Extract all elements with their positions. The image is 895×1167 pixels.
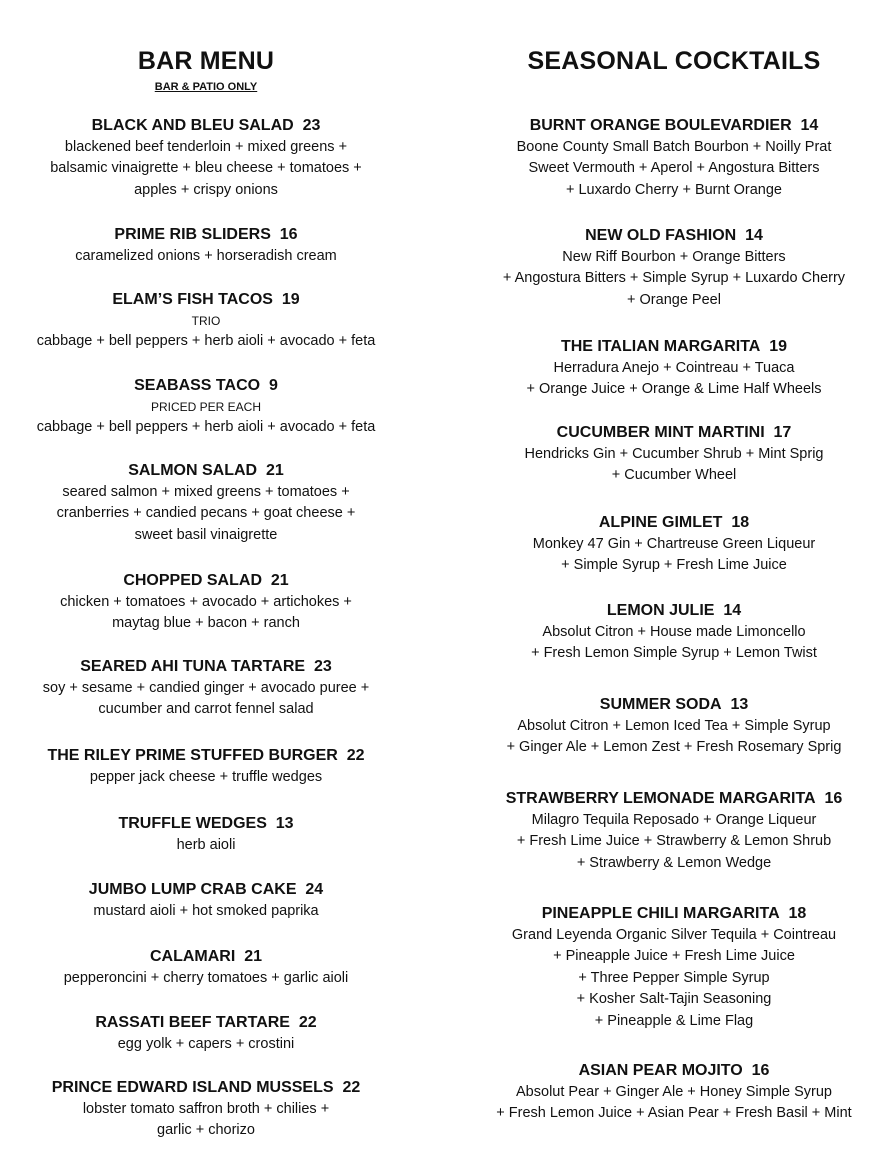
description-line: seared salmon + mixed greens + tomatoes +	[62, 483, 350, 500]
menu-item	[0, 570, 412, 635]
menu-item	[468, 903, 880, 1032]
menu-item-name	[0, 813, 412, 835]
description-line: apples + crispy onions	[134, 181, 278, 198]
description-line: + Pineapple Juice + Fresh Lime Juice	[553, 948, 795, 964]
menu-item	[0, 224, 412, 267]
item-name-text: PINEAPPLE CHILI MARGARITA	[541, 905, 780, 922]
menu-item-description	[0, 1034, 412, 1056]
menu-item	[468, 336, 880, 401]
menu-item-name	[0, 570, 412, 592]
menu-item-description	[468, 925, 880, 1033]
description-line: + Orange Peel	[627, 291, 721, 308]
description-line: Absolut Citron + Lemon Iced Tea + Simple Syrup	[517, 717, 831, 734]
description-line: balsamic vinaigrette + bleu cheese + tomatoes +	[50, 160, 362, 176]
item-price: 23	[313, 658, 332, 675]
item-name-text: STRAWBERRY LEMONADE MARGARITA	[505, 790, 816, 807]
menu-item-description	[468, 534, 880, 577]
bar-menu-subtitle: BAR & PATIO ONLY	[154, 81, 258, 93]
menu-item-description	[0, 331, 412, 353]
item-price: 22	[342, 1079, 361, 1096]
menu-item-description	[468, 622, 880, 665]
menu-item-description	[0, 901, 412, 923]
menu-item-name	[0, 745, 412, 767]
description-line: Milagro Tequila Reposado + Orange Liqueur	[531, 811, 817, 828]
item-name-text: SEABASS TACO	[134, 377, 261, 394]
item-name-text: ASIAN PEAR MOJITO	[578, 1062, 743, 1079]
menu-item-description	[0, 482, 412, 547]
item-price: 17	[773, 424, 792, 441]
menu-item-name	[0, 289, 412, 311]
item-price: 18	[731, 514, 750, 531]
menu-item-name	[468, 225, 880, 247]
menu-item-name	[0, 115, 412, 137]
menu-item	[468, 1060, 880, 1125]
item-name-text: RASSATI BEEF TARTARE	[95, 1014, 290, 1031]
description-line: blackened beef tenderloin + mixed greens +	[64, 138, 348, 155]
menu-item-description	[0, 835, 412, 857]
menu-item-name	[468, 600, 880, 622]
menu-item	[468, 115, 880, 201]
item-price: 16	[279, 226, 298, 243]
menu-item-description	[468, 137, 880, 202]
description-line: + Kosher Salt-Tajin Seasoning	[576, 991, 772, 1007]
menu-item-description	[0, 592, 412, 635]
description-line: Absolut Pear + Ginger Ale + Honey Simple Syrup	[516, 1083, 832, 1100]
description-line: Grand Leyenda Organic Silver Tequila + Cointreau	[511, 926, 837, 943]
item-name-text: BURNT ORANGE BOULEVARDIER	[529, 117, 792, 134]
menu-item-name	[0, 946, 412, 968]
description-line: sweet basil vinaigrette	[134, 526, 278, 543]
menu-item-name	[0, 1077, 412, 1099]
description-line: lobster tomato saffron broth + chilies +	[82, 1100, 330, 1117]
description-line: Absolut Citron + House made Limoncello	[542, 623, 806, 640]
menu-item	[0, 115, 412, 201]
menu-item-name	[0, 224, 412, 246]
item-name-text: THE RILEY PRIME STUFFED BURGER	[47, 747, 338, 764]
menu-item	[0, 460, 412, 546]
menu-item	[468, 512, 880, 577]
menu-item-name	[0, 656, 412, 678]
bar-menu-title: BAR MENU	[137, 47, 275, 75]
item-price: 22	[298, 1014, 317, 1031]
item-name-text: CUCUMBER MINT MARTINI	[556, 424, 765, 441]
item-price: 16	[824, 790, 843, 807]
item-price: 18	[788, 905, 807, 922]
description-line: egg yolk + capers + crostini	[117, 1035, 295, 1052]
menu-item-name	[468, 422, 880, 444]
description-line: soy + sesame + candied ginger + avocado puree +	[42, 679, 370, 696]
item-name-text: SEARED AHI TUNA TARTARE	[80, 658, 306, 675]
description-line: Monkey 47 Gin + Chartreuse Green Liqueur	[532, 535, 816, 552]
menu-item-description	[0, 417, 412, 439]
menu-item-name	[0, 1012, 412, 1034]
description-line: mustard aioli + hot smoked paprika	[93, 902, 319, 919]
description-line: + Luxardo Cherry + Burnt Orange	[565, 181, 782, 198]
menu-item	[468, 422, 880, 487]
item-name-text: ALPINE GIMLET	[598, 514, 723, 531]
description-line: + Angostura Bitters + Simple Syrup + Luxardo Cherry	[502, 270, 846, 286]
menu-item	[0, 879, 412, 922]
description-line: + Fresh Lemon Juice + Asian Pear + Fresh Basil + Mint	[496, 1105, 852, 1121]
menu-item	[0, 375, 412, 438]
description-line: herb aioli	[176, 836, 236, 853]
menu-item	[0, 946, 412, 989]
item-name-text: BLACK AND BLEU SALAD	[91, 117, 294, 134]
description-line: + Fresh Lemon Simple Syrup + Lemon Twist	[531, 645, 817, 661]
item-price: 13	[730, 696, 749, 713]
description-line: cranberries + candied pecans + goat cheese +	[56, 505, 356, 521]
menu-item-description	[468, 810, 880, 875]
item-price: 19	[769, 338, 788, 355]
description-line: Sweet Vermouth + Aperol + Angostura Bitters	[528, 160, 820, 176]
item-name-text: CALAMARI	[149, 948, 236, 965]
description-line: Boone County Small Batch Bourbon + Noilly Prat	[516, 138, 832, 155]
menu-item	[0, 745, 412, 788]
item-name-text: JUMBO LUMP CRAB CAKE	[88, 881, 297, 898]
menu-item-description	[0, 1099, 412, 1142]
menu-item	[468, 600, 880, 665]
menu-item	[468, 694, 880, 759]
item-price: 23	[302, 117, 321, 134]
item-price: 16	[751, 1062, 770, 1079]
description-line: cabbage + bell peppers + herb aioli + avocado + feta	[36, 332, 376, 349]
menu-item	[0, 1012, 412, 1055]
menu-item-name	[468, 694, 880, 716]
item-price: 14	[800, 117, 819, 134]
item-price: 21	[265, 462, 284, 479]
item-name-text: THE ITALIAN MARGARITA	[560, 338, 761, 355]
item-name-text: SUMMER SODA	[599, 696, 722, 713]
menu-item-name	[0, 879, 412, 901]
description-line: + Strawberry & Lemon Wedge	[576, 854, 772, 871]
item-price: 9	[268, 377, 278, 394]
item-price: 22	[346, 747, 365, 764]
item-name-text: PRINCE EDWARD ISLAND MUSSELS	[51, 1079, 334, 1096]
description-line: cucumber and carrot fennel salad	[98, 701, 314, 717]
description-line: pepper jack cheese + truffle wedges	[89, 768, 323, 785]
description-line: pepperoncini + cherry tomatoes + garlic aioli	[63, 969, 349, 986]
description-line: maytag blue + bacon + ranch	[112, 615, 300, 631]
description-line: New Riff Bourbon + Orange Bitters	[562, 248, 786, 265]
item-note: TRIO	[191, 313, 221, 328]
item-name-text: CHOPPED SALAD	[123, 572, 262, 589]
item-name-text: ELAM’S FISH TACOS	[112, 291, 273, 308]
item-name-text: SALMON SALAD	[128, 462, 258, 479]
menu-item	[0, 813, 412, 856]
item-price: 21	[244, 948, 262, 965]
item-price: 19	[281, 291, 300, 308]
menu-item	[468, 788, 880, 874]
menu-item-description	[468, 358, 880, 401]
seasonal-cocktails-title: SEASONAL COCKTAILS	[527, 47, 821, 75]
menu-item-description	[468, 716, 880, 759]
menu-item-name	[468, 512, 880, 534]
item-name-text: NEW OLD FASHION	[585, 227, 737, 244]
menu-item-name	[468, 903, 880, 925]
description-line: chicken + tomatoes + avocado + artichokes +	[60, 593, 352, 610]
item-note: PRICED PER EACH	[150, 399, 262, 414]
menu-item-description	[468, 247, 880, 312]
menu-item-description	[0, 968, 412, 990]
description-line: Hendricks Gin + Cucumber Shrub + Mint Sprig	[524, 445, 824, 462]
description-line: garlic + chorizo	[157, 1122, 255, 1138]
menu-item	[0, 1077, 412, 1142]
description-line: + Ginger Ale + Lemon Zest + Fresh Rosemary Sprig	[506, 739, 842, 755]
menu-item-description	[0, 137, 412, 202]
menu-item-description	[0, 767, 412, 789]
description-line: caramelized onions + horseradish cream	[75, 247, 337, 264]
menu-item	[0, 289, 412, 352]
description-line: + Orange Juice + Orange & Lime Half Wheels	[526, 381, 822, 397]
description-line: + Pineapple & Lime Flag	[594, 1012, 754, 1029]
menu-item-description	[468, 1082, 880, 1125]
item-price: 13	[275, 815, 294, 832]
item-price: 24	[305, 881, 324, 898]
menu-item-name	[468, 1060, 880, 1082]
menu-item-name	[468, 788, 880, 810]
description-line: Herradura Anejo + Cointreau + Tuaca	[553, 359, 795, 376]
item-name-text: TRUFFLE WEDGES	[118, 815, 267, 832]
menu-item-name	[468, 336, 880, 358]
menu-item-name	[468, 115, 880, 137]
item-price: 14	[745, 227, 763, 244]
menu-item-description	[0, 246, 412, 268]
description-line: + Simple Syrup + Fresh Lime Juice	[561, 557, 787, 573]
item-price: 21	[270, 572, 289, 589]
menu-item	[0, 656, 412, 721]
item-name-text: LEMON JULIE	[606, 602, 715, 619]
description-line: cabbage + bell peppers + herb aioli + avocado + feta	[36, 418, 376, 435]
menu-item-name	[0, 460, 412, 482]
description-line: + Cucumber Wheel	[611, 467, 737, 483]
description-line: + Fresh Lime Juice + Strawberry & Lemon Shrub	[516, 833, 832, 849]
menu-item-description	[0, 678, 412, 721]
item-name-text: PRIME RIB SLIDERS	[114, 226, 271, 243]
description-line: + Three Pepper Simple Syrup	[578, 969, 770, 986]
menu-item	[468, 225, 880, 311]
menu-item-description	[468, 444, 880, 487]
menu-item-name	[0, 375, 412, 397]
item-price: 14	[723, 602, 742, 619]
